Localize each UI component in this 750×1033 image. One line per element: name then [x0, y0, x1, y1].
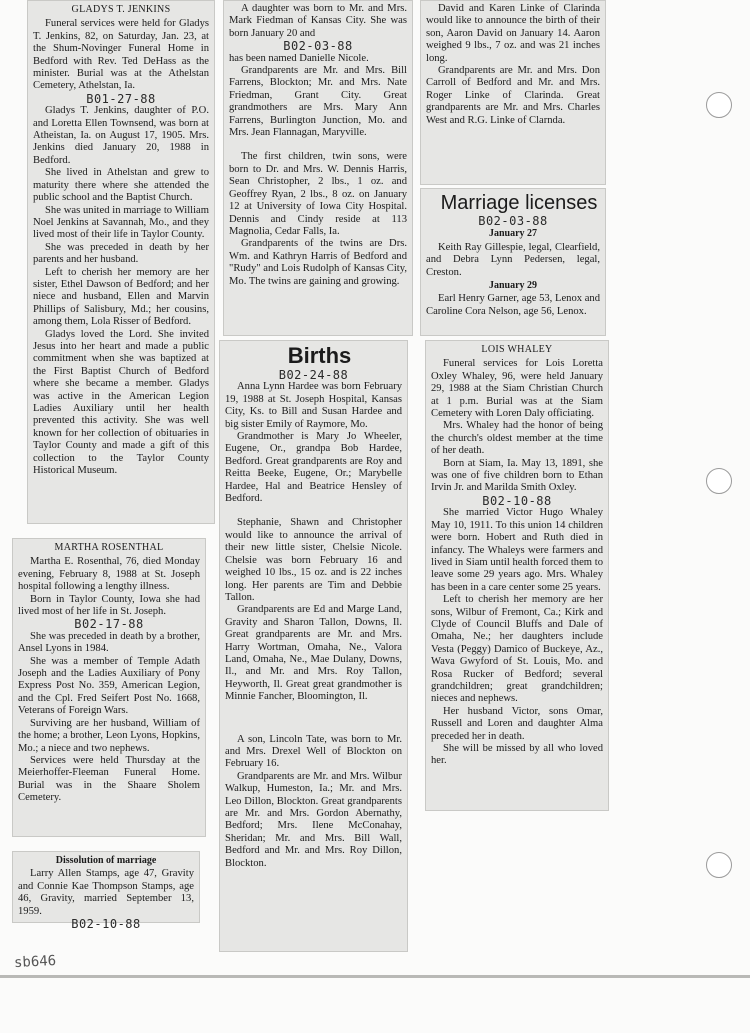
spacer [225, 704, 402, 734]
rosenthal-paragraph: Martha E. Rosenthal, 76, died Monday evening, February 8, 1988 at St. Joseph hospital following a lengthy illness. [18, 556, 200, 593]
whaley-handwritten-note: B02-10-88 [482, 493, 552, 508]
births-main-paragraph: Grandparents are Mr. and Mrs. Wilbur Walkup, Humeston, Ia.; Mr. and Mrs. Leo Dillon, Blockton. Great grandparents are Mr. and Mrs. Gordon Abernathy, Bedford; Mrs. Ilene McConahay, Sheridan; Mr. and Mrs. Bill Wall, Bedford and Mr. and Mrs. Roy Dillon, Blockton. [225, 770, 402, 869]
whaley-paragraph: She married Victor Hugo Whaley May 10, 1911. To this union 14 children were born. Hobert and Ruth died in infancy. The Whaleys were farmers and lived in Siam until health forced them to leave some 29 years ago. Mrs. Whaley has been in a care center some 25 years. [431, 507, 603, 593]
births-top-paragraph: Grandparents are Mr. and Mrs. Bill Farrens, Blockton; Mr. and Mrs. Nate Friedman, Grant City. Great grandmothers are Mrs. Mary Ann Farrens, Burlington Junction, Mo. and Mrs. Jean Flannagan, Maryville. [229, 65, 407, 139]
births-main-handwritten-note: B02-24-88 [278, 368, 349, 382]
whaley-paragraph: Funeral services for Lois Loretta Oxley Whaley, 96, were held January 29, 1988 at the Siam Christian Church at 1 p.m. Burial was at the Siam Cemetery with Loren Daly officiating. [431, 358, 603, 420]
marriage-entry: Earl Henry Garner, age 53, Lenox and Caroline Cora Nelson, age 56, Lenox. [426, 293, 600, 317]
margin-handwritten-note: sb646 [13, 952, 57, 972]
whaley-paragraph: Her husband Victor, sons Omar, Russell and Loren and daughter Alma preceded her in death. [431, 705, 603, 742]
marriage-date: January 29 [488, 280, 538, 292]
births-top-clipping [223, 0, 413, 336]
jenkins-heading: GLADYS T. JENKINS [71, 4, 171, 15]
jenkins-paragraph: Gladys loved the Lord. She invited Jesus into her heart and made a public commitment when she was baptized at the First Baptist Church of Bedford where she became a member. Gladys was active in the American Legion Ladies Auxiliary until her health prevented this activity. She was well known for her collection of obituaries in Taylor County and made a gift of this collection to the Taylor County Historical Museum. [33, 328, 209, 477]
rosenthal-obituary [12, 538, 206, 837]
births-top-paragraph: has been named Danielle Nicole. [229, 52, 369, 64]
births-main-clipping [219, 340, 408, 952]
jenkins-paragraph: She lived in Athelstan and grew to maturity there where she attended the public school and the Baptist Church. [33, 167, 209, 204]
births-main-paragraph: Stephanie, Shawn and Christopher would like to announce the arrival of their new little sister, Chelsie Nicole. Chelsie was born February 16 and weighed 10 lbs., 15 oz. and is 22 inches long. Her parents are Tim and Debbie Tallon. [225, 517, 402, 603]
rosenthal-paragraph: She was preceded in death by a brother, Ansel Lyons in 1984. [18, 630, 200, 655]
marriage-licenses-clipping [420, 188, 606, 336]
dissolution-handwritten-note: B02-10-88 [71, 917, 141, 932]
linke-birth-clipping [420, 0, 606, 185]
marriage-entry: Keith Ray Gillespie, legal, Clearfield, and Debra Lynn Pedersen, legal, Creston. [426, 241, 600, 278]
births-top-paragraph: Grandparents of the twins are Drs. Wm. and Kathryn Harris of Bedford and "Rudy" and Lois Rudolph of Kansas City, Mo. The twins are gaining and growing. [229, 238, 407, 287]
rosenthal-handwritten-note: B02-17-88 [74, 617, 144, 632]
rosenthal-paragraph: Born in Taylor County, Iowa she had lived most of her life in St. Joseph. [18, 593, 200, 618]
marriage-handwritten-note: B02-03-88 [478, 214, 548, 228]
births-main-paragraph: Grandmother is Mary Jo Wheeler, Eugene, Or., grandpa Bob Hardee, Bedford. Great grandparents are Roy and Reitta Beeke, Eugene, Or.; Marybelle Hardee, Hal and Beatrice Hensley of Bedford. [225, 431, 402, 505]
binder-hole [706, 92, 732, 118]
whaley-paragraph: Mrs. Whaley had the honor of being the church's oldest member at the time of her death. [431, 420, 603, 457]
births-title: Births [287, 343, 352, 368]
jenkins-paragraph: Funeral services were held for Gladys T. Jenkins, 82, on Saturday, Jan. 23, at the Shum-Novinger Funeral Home in Bedford with Rev. Ted DeHass as the minister. Burial was at the Athelstan Cemetery, Athelstan, Ia. [33, 18, 209, 92]
rosenthal-paragraph: Services were held Thursday at the Meierhoffer-Fleeman Funeral Home. Burial was in the Shaare Sholem Cemetery. [18, 754, 200, 804]
whaley-paragraph: Left to cherish her memory are her sons, Wilbur of Fremont, Ca.; Kirk and Clyde of Council Bluffs and Dale of Omaha, Ne.; her daughters include Vesta (Peggy) Damico of Buckeye, Az., Wava Gwyford of St. Louis, Mo. and Rosa Rucker of Bedford; several grandchildren; great grandchildren; nieces and nephews. [431, 594, 603, 705]
dissolution-text: Larry Allen Stamps, age 47, Gravity and Connie Kae Thompson Stamps, age 46, Gravity, married September 13, 1959. [18, 868, 194, 917]
binder-hole [706, 468, 732, 494]
spacer [229, 139, 407, 151]
dissolution-heading: Dissolution of marriage [55, 855, 157, 866]
jenkins-obituary [27, 0, 215, 524]
marriage-licenses-title: Marriage licenses [440, 192, 598, 214]
linke-paragraph: Grandparents are Mr. and Mrs. Don Carroll of Bedford and Mr. and Mrs. Roger Linke of Clarinda. Great grandparents are Mr. and Mrs. Charles West and R.G. Linke of Clarnda. [426, 65, 600, 126]
whaley-paragraph: She will be missed by all who loved her. [431, 743, 603, 767]
births-top-handwritten-note: B02-03-88 [283, 39, 353, 54]
spacer [225, 505, 402, 517]
dissolution-notice [12, 851, 200, 932]
births-top-paragraph: The first children, twin sons, were born to Dr. and Mrs. W. Dennis Harris, Sean Christopher, 2 lbs., 1 oz. and Geoffrey Ryan, 2 lbs., 8 oz. on January 12 at University of Iowa City Hospital. Dennis and Cindy reside at 113 Magnolia, Cedar Falls, Ia. [229, 151, 407, 237]
jenkins-handwritten-note: B01-27-88 [86, 91, 156, 106]
marriage-date: January 27 [488, 228, 538, 240]
jenkins-paragraph: She was preceded in death by her parents and her husband. [33, 241, 209, 266]
births-main-paragraph: Grandparents are Ed and Marge Land, Gravity and Sharon Tallon, Downs, Il. Great grandparents are Mr. and Mrs. Harry Wortman, Omaha, Ne., Valora Land, Omaha, Ne., Mae Dulany, Downs, Il., and Mr. and Mrs. Roy Tallon, Heyworth, Il. Great great grandmother is Minnie Fancher, Bloomington, Il. [225, 604, 402, 703]
whaley-paragraph: Born at Siam, Ia. May 13, 1891, she was one of five children born to Ethan Irvin Jr. and Marilda Smith Oxley. [431, 457, 603, 494]
binder-hole [706, 852, 732, 878]
births-top-paragraph: A daughter was born to Mr. and Mrs. Mark Fiedman of Kansas City. She was born January 20 and [229, 3, 407, 39]
jenkins-paragraph: Gladys T. Jenkins, daughter of P.O. and Loretta Ellen Townsend, was born at Atheistan, Ia. on August 17, 1905. Mrs. Jenkins died January 20, 1988 in Bedford. [33, 105, 209, 166]
whaley-heading: LOIS WHALEY [481, 344, 553, 355]
linke-paragraph: David and Karen Linke of Clarinda would like to announce the birth of their son, Aaron David on January 14. Aaron weighed 9 lbs., 7 oz. and was 21 inches long. [426, 3, 600, 64]
jenkins-paragraph: She was united in marriage to William Noel Jenkins at Savannah, Mo., and they lived most of their life in Taylor County. [33, 204, 209, 241]
whaley-obituary [425, 340, 609, 811]
rosenthal-paragraph: Surviving are her husband, William of the home; a brother, Leon Lyons, Hopkins, Mo.; a niece and two nephews. [18, 717, 200, 754]
rosenthal-paragraph: She was a member of Temple Adath Joseph and the Ladies Auxiliary of Pony Express Post No. 359, American Legion, and the Cpl. Fred Seifert Post No. 1668, Veterans of Foreign Wars. [18, 655, 200, 717]
births-main-paragraph: A son, Lincoln Tate, was born to Mr. and Mrs. Drexel Well of Blockton on February 16. [225, 733, 402, 770]
jenkins-paragraph: Left to cherish her memory are her sister, Ethel Dawson of Bedford; and her niece and husband, Ellen and Marvin Phillips of Salisbury, Md.; her cousins, among them, Lola Risser of Bedford. [33, 266, 209, 328]
page-edge [0, 975, 750, 978]
births-main-paragraph: Anna Lynn Hardee was born February 19, 1988 at St. Joseph Hospital, Kansas City, Ks. to Bill and Susan Hardee and big sister Emily of Raymore, Mo. [225, 381, 402, 430]
rosenthal-heading: MARTHA ROSENTHAL [54, 542, 164, 553]
